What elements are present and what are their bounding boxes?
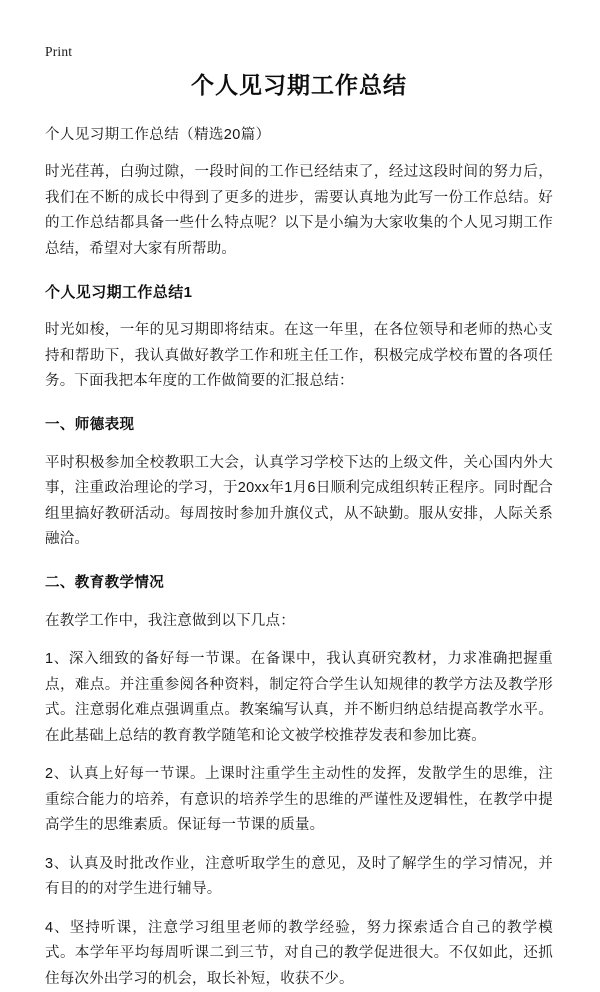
print-link[interactable]: Print [45,44,72,60]
subsection-heading-teacher-ethics: 一、师德表现 [45,413,553,438]
paragraph-teacher-ethics: 平时积极参加全校教职工大会，认真学习学校下达的上级文件，关心国内外大事，注重政治理论的学习，于20xx年1月6日顺利完成组织转正程序。同时配合组里搞好教研活动。每周按时参加升旗仪式，从不缺勤。服从安排，人际关系融洽。 [45,451,553,553]
list-item-2: 2、认真上好每一节课。上课时注重学生主动性的发挥，发散学生的思维，注重综合能力的培养，有意识的培养学生的思维的严谨性及逻辑性，在教学中提高学生的思维素质。保证每一节课的质量。 [45,762,553,839]
list-item-1: 1、深入细致的备好每一节课。在备课中，我认真研究教材，力求准确把握重点，难点。并注重参阅各种资料，制定符合学生认知规律的教学方法及教学形式。注意弱化难点强调重点。教案编写认真，并不断归纳总结提高教学水平。在此基础上总结的教育教学随笔和论文被学校推荐发表和参加比赛。 [45,647,553,749]
page-title: 个人见习期工作总结 [45,68,553,102]
intro-paragraph: 时光荏苒，白驹过隙，一段时间的工作已经结束了，经过这段时间的努力后，我们在不断的成长中得到了更多的进步，需要认真地为此写一份工作总结。好的工作总结都具备一些什么特点呢？以下是小编为大家收集的个人见习期工作总结，希望对大家有所帮助。 [45,160,553,262]
paragraph-teaching-intro: 在教学工作中，我注意做到以下几点： [45,609,553,635]
document-body [45,68,553,992]
section-heading-1: 个人见习期工作总结1 [45,280,553,305]
section-1-intro-paragraph: 时光如梭，一年的见习期即将结束。在这一年里，在各位领导和老师的热心支持和帮助下，我认真做好教学工作和班主任工作，积极完成学校布置的各项任务。下面我把本年度的工作做简要的汇报总结： [45,318,553,395]
subsection-heading-teaching: 二、教育教学情况 [45,571,553,596]
list-item-4: 4、坚持听课，注意学习组里老师的教学经验，努力探索适合自己的教学模式。本学年平均每周听课二到三节，对自己的教学促进很大。不仅如此，还抓住每次外出学习的机会，取长补短，收获不少。 [45,916,553,992]
document-subtitle: 个人见习期工作总结（精选20篇） [45,123,553,147]
list-item-3: 3、认真及时批改作业，注意听取学生的意见，及时了解学生的学习情况，并有目的的对学生进行辅导。 [45,852,553,903]
